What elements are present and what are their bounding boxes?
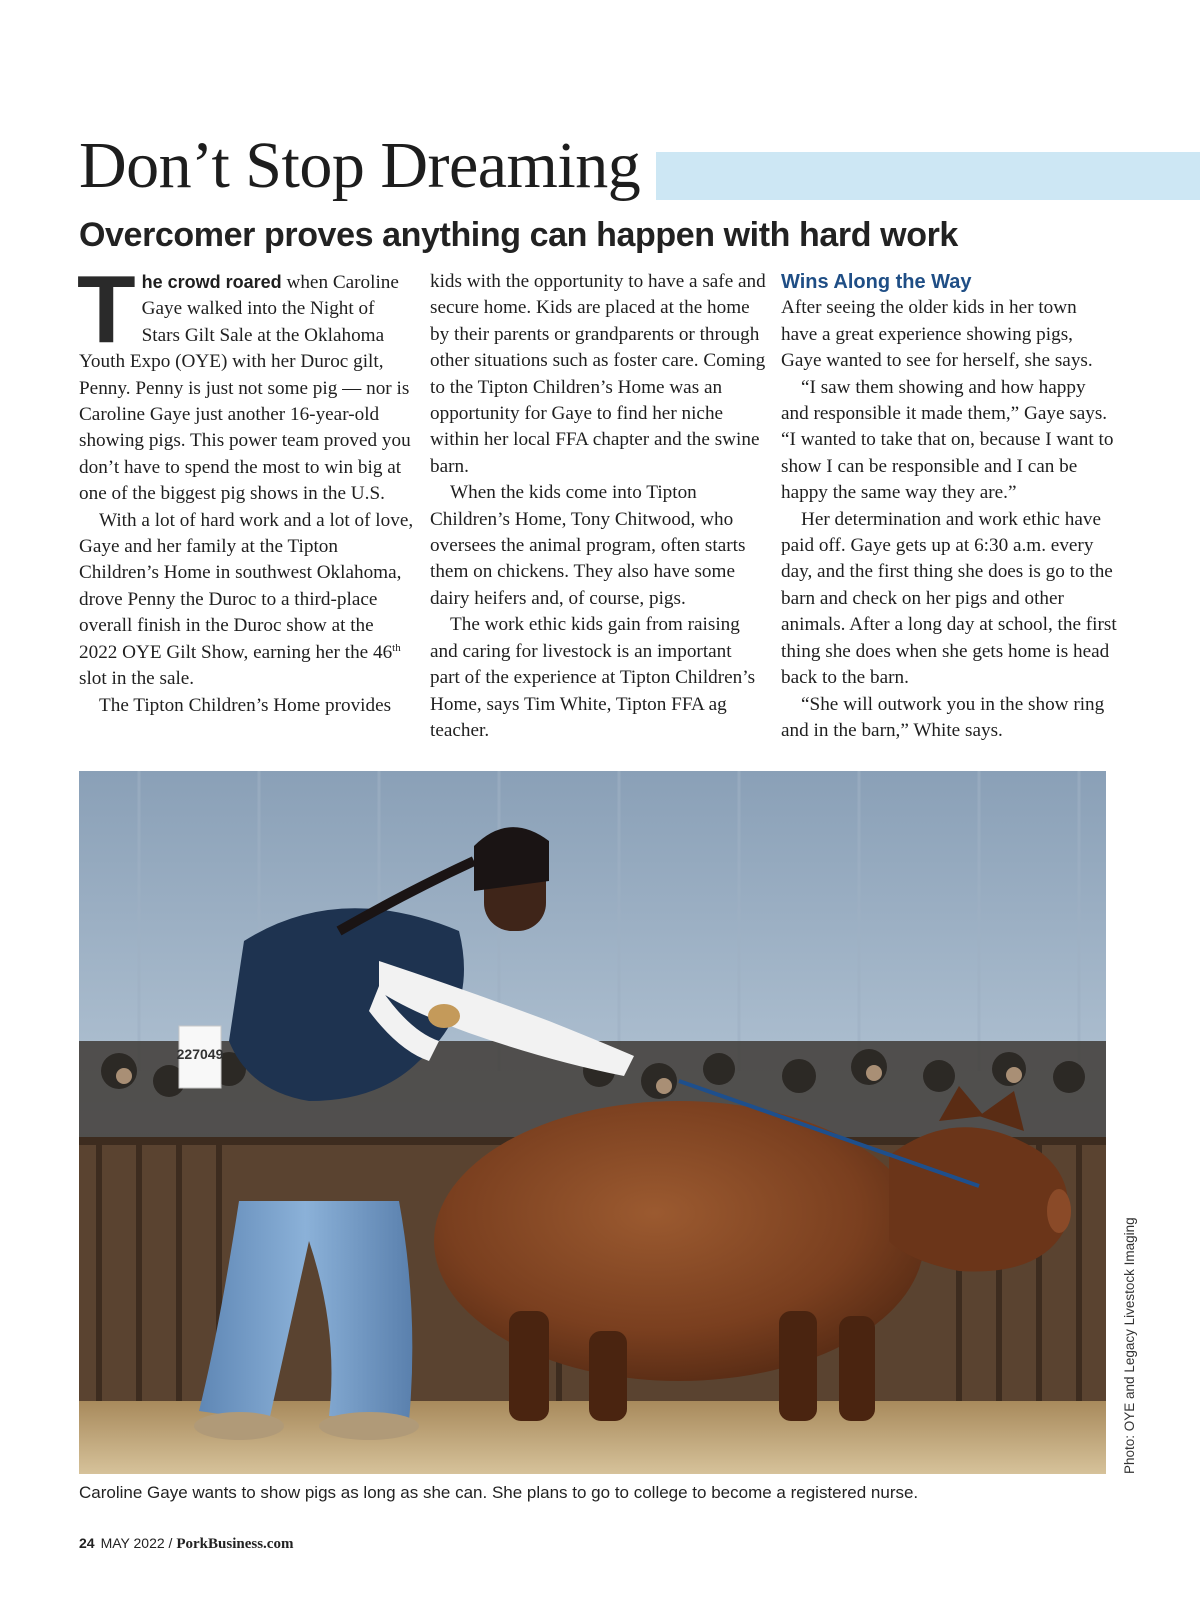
- article-column-1: [77, 256, 415, 719]
- paragraph: kids with the opportunity to have a safe and secure home. Kids are placed at the home by their parents or grandparents or through other situations such as foster care. Coming to the Tipton Children’s Home was an opportunity for Gaye to find her niche within her local FFA chapter and the swine barn.: [430, 271, 766, 477]
- paragraph: The Tipton Children’s Home provides: [99, 694, 392, 716]
- paragraph: “She will outwork you in the show ring and in the barn,” White says.: [781, 693, 1105, 741]
- paragraph-text: when Caroline Gaye walked into the Night of Stars Gilt Sale at the Oklahoma Youth Expo (OYE) with her Duroc gilt, Penny. Penny is just not some pig — nor is Caroline Gaye just another 16-year-old showing pigs. This power team proved you don’t have to spend the most to win big at one of the biggest pig shows in the U.S.: [79, 272, 411, 505]
- paragraph: “I saw them showing and how happy and responsible it made them,” Gaye says. “I wanted to take that on, because I want to show I can be responsible and I can be happy the same way they are.”: [781, 376, 1114, 504]
- paragraph: Her determination and work ethic have paid off. Gaye gets up at 6:30 a.m. every day, and the first thing she does is go to the barn and check on her pigs and other animals. After a long day at school, the first thing she does when she gets home is head back to the barn.: [781, 508, 1117, 689]
- paragraph: After seeing the older kids in her town have a great experience showing pigs, Gaye wanted to see for herself, she says.: [781, 297, 1093, 372]
- paragraph-text: slot in the sale.: [79, 668, 195, 690]
- photo-caption: Caroline Gaye wants to show pigs as long as she can. She plans to go to college to become a registered nurse.: [79, 1483, 919, 1502]
- issue-date: MAY 2022: [100, 1535, 165, 1551]
- paragraph: The work ethic kids gain from raising and caring for livestock is an important part of the experience at Tipton Children’s Home, says Tim White, Tipton FFA ag teacher.: [430, 614, 756, 741]
- photo-credit: Photo: OYE and Legacy Livestock Imaging: [1122, 1217, 1137, 1474]
- page-footer: [79, 1534, 293, 1553]
- article-photo: [79, 771, 1106, 1474]
- article-column-2: [430, 269, 766, 744]
- section-heading: Wins Along the Way: [781, 271, 972, 293]
- paragraph: When the kids come into Tipton Children’s Home, Tony Chitwood, who oversees the animal program, often starts them on chickens. They also have some dairy heifers and, of course, pigs.: [430, 482, 746, 609]
- paragraph: [79, 508, 415, 693]
- article-title: Don’t Stop Dreaming: [79, 129, 641, 202]
- article-column-3: [781, 269, 1117, 744]
- paragraph-text: With a lot of hard work and a lot of love, Gaye and her family at the Tipton Children’s Home in southwest Oklahoma, drove Penny the Duroc to a third-place overall finish in the Duroc show at the 2022 OYE Gilt Show, earning her the 46: [79, 509, 414, 663]
- article-subtitle: Overcomer proves anything can happen with hard work: [79, 216, 958, 254]
- paragraph: [77, 256, 415, 508]
- drop-cap: T: [77, 256, 136, 363]
- page-number: 24: [79, 1535, 95, 1551]
- title-accent-bar: [656, 152, 1200, 200]
- footer-separator: /: [164, 1535, 177, 1551]
- lead-in-text: he crowd roared: [141, 272, 282, 292]
- publication-site: PorkBusiness.com: [176, 1536, 294, 1552]
- bib-number: 227049: [176, 1046, 224, 1062]
- ordinal-suffix: th: [392, 641, 401, 654]
